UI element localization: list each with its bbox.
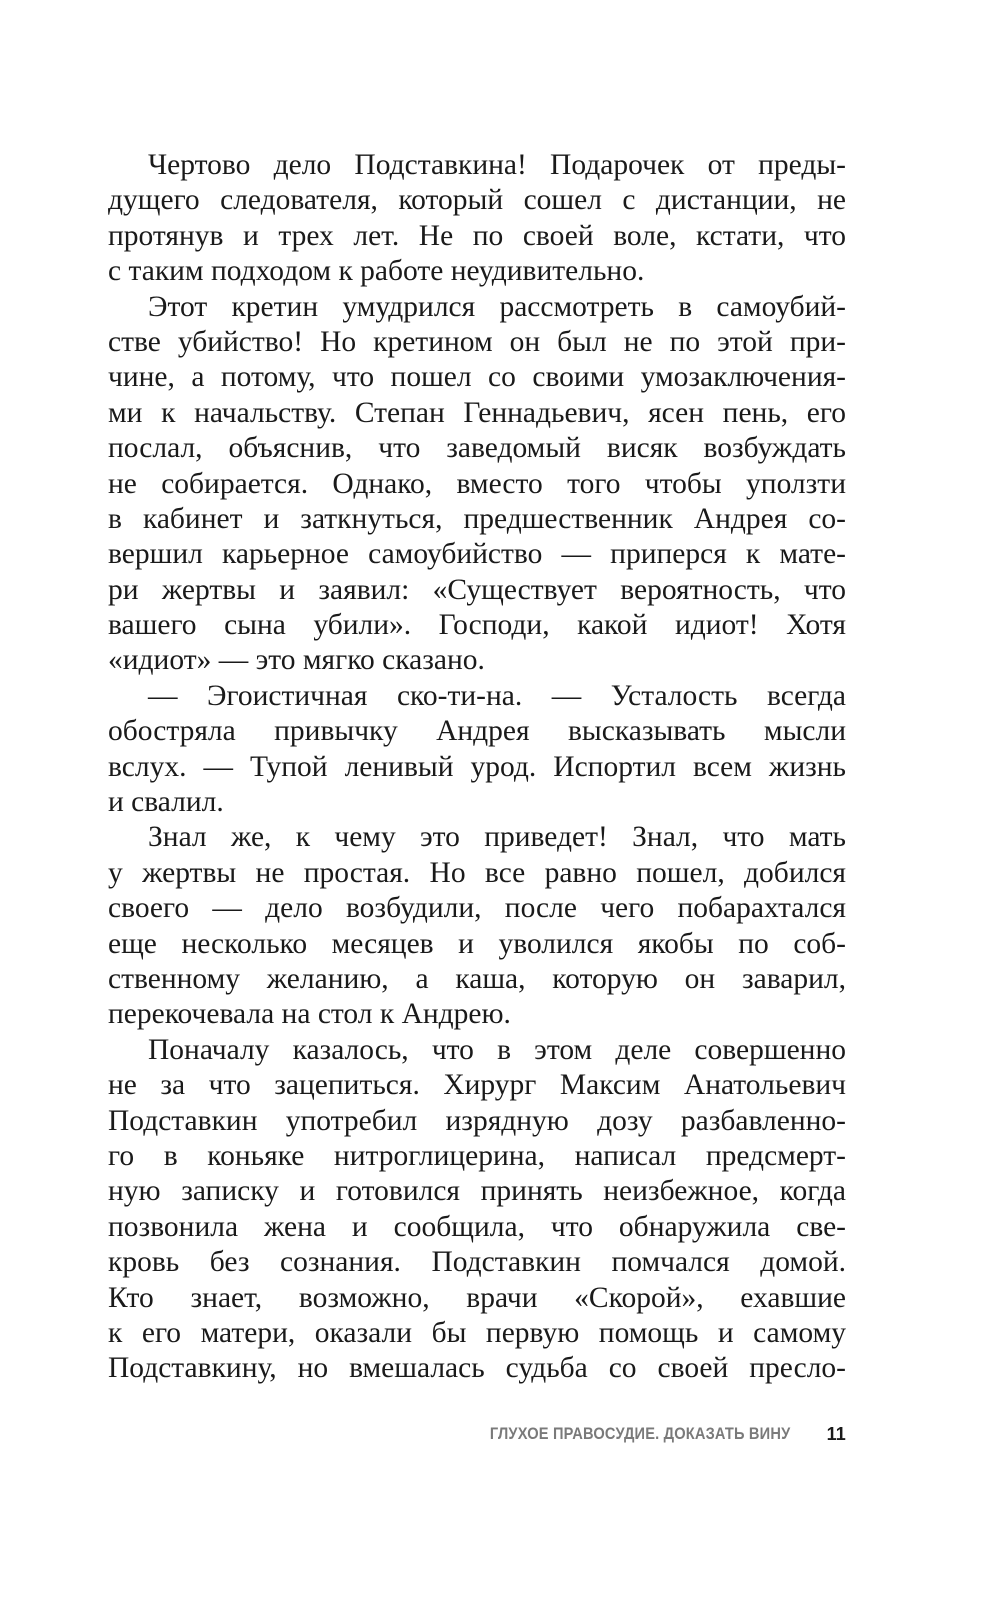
text-line: стве убийство! Но кретином он был не по этой при- — [108, 325, 846, 358]
text-line: у жертвы не простая. Но все равно пошел, добился — [108, 856, 846, 889]
text-line: Подставкину, но вмешалась судьба со своей пресло- — [108, 1352, 846, 1385]
text-line: — Эгоистичная ско-ти-на. — Усталость всегда — [148, 679, 846, 712]
text-line: протянув и трех лет. Не по своей воле, кстати, что — [108, 219, 846, 252]
text-line: Чертово дело Подставкина! Подарочек от преды- — [148, 149, 846, 181]
text-line: и свалил. — [108, 786, 224, 819]
paragraph — [108, 679, 846, 821]
text-line: Подставкин употребил изрядную дозу разбавленно- — [108, 1104, 846, 1137]
text-line: ную записку и готовился принять неизбежное, когда — [108, 1175, 846, 1208]
paragraph — [108, 290, 846, 679]
text-line: «идиот» — это мягко сказано. — [108, 644, 485, 677]
text-line: обостряла привычку Андрея высказывать мысли — [108, 715, 846, 748]
paragraph — [108, 148, 846, 290]
text-line: чине, а потому, что пошел со своими умозаключения- — [108, 361, 846, 394]
text-line: с таким подходом к работе неудивительно. — [108, 255, 645, 288]
text-line: ственному желанию, а каша, которую он заварил, — [108, 962, 846, 995]
paragraph — [108, 820, 846, 1032]
text-line: го в коньяке нитроглицерина, написал предсмерт- — [108, 1139, 846, 1172]
text-line: Поначалу казалось, что в этом деле совершенно — [148, 1033, 846, 1066]
text-line: вашего сына убили». Господи, какой идиот! Хотя — [108, 609, 846, 642]
text-line: вершил карьерное самоубийство — приперся к мате- — [108, 538, 846, 571]
text-line: вслух. — Тупой ленивый урод. Испортил всем жизнь — [108, 750, 846, 783]
body-text — [108, 148, 846, 1387]
paragraph — [108, 1033, 846, 1387]
text-line: кровь без сознания. Подставкин помчался домой. — [108, 1246, 846, 1279]
text-line: не за что зацепиться. Хирург Максим Анатольевич — [108, 1069, 846, 1102]
text-line: послал, объяснив, что заведомый висяк возбуждать — [108, 432, 846, 465]
text-line: к его матери, оказали бы первую помощь и самому — [108, 1316, 846, 1349]
page-number: 11 — [826, 1424, 846, 1444]
text-line: Этот кретин умудрился рассмотреть в самоубий- — [148, 290, 846, 323]
text-line: перекочевала на стол к Андрею. — [108, 998, 511, 1031]
text-line: ри жертвы и заявил: «Существует вероятность, что — [108, 573, 846, 606]
text-line: ми к начальству. Степан Геннадьевич, ясен пень, его — [108, 396, 846, 429]
text-line: еще несколько месяцев и уволился якобы по соб- — [108, 927, 846, 960]
text-line: своего — дело возбудили, после чего побарахтался — [108, 892, 846, 925]
text-line: не собирается. Однако, вместо того чтобы уползти — [108, 467, 846, 500]
text-line: Знал же, к чему это приведет! Знал, что мать — [148, 821, 846, 854]
book-title: ГЛУХОЕ ПРАВОСУДИЕ. ДОКАЗАТЬ ВИНУ — [489, 1424, 790, 1443]
text-line: дущего следователя, который сошел с дистанции, не — [108, 184, 846, 217]
text-line: в кабинет и заткнуться, предшественник Андрея со- — [108, 502, 846, 535]
text-line: позвонила жена и сообщила, что обнаружила све- — [108, 1210, 846, 1243]
text-line: Кто знает, возможно, врачи «Скорой», ехавшие — [108, 1281, 846, 1314]
running-footer — [400, 1422, 846, 1446]
